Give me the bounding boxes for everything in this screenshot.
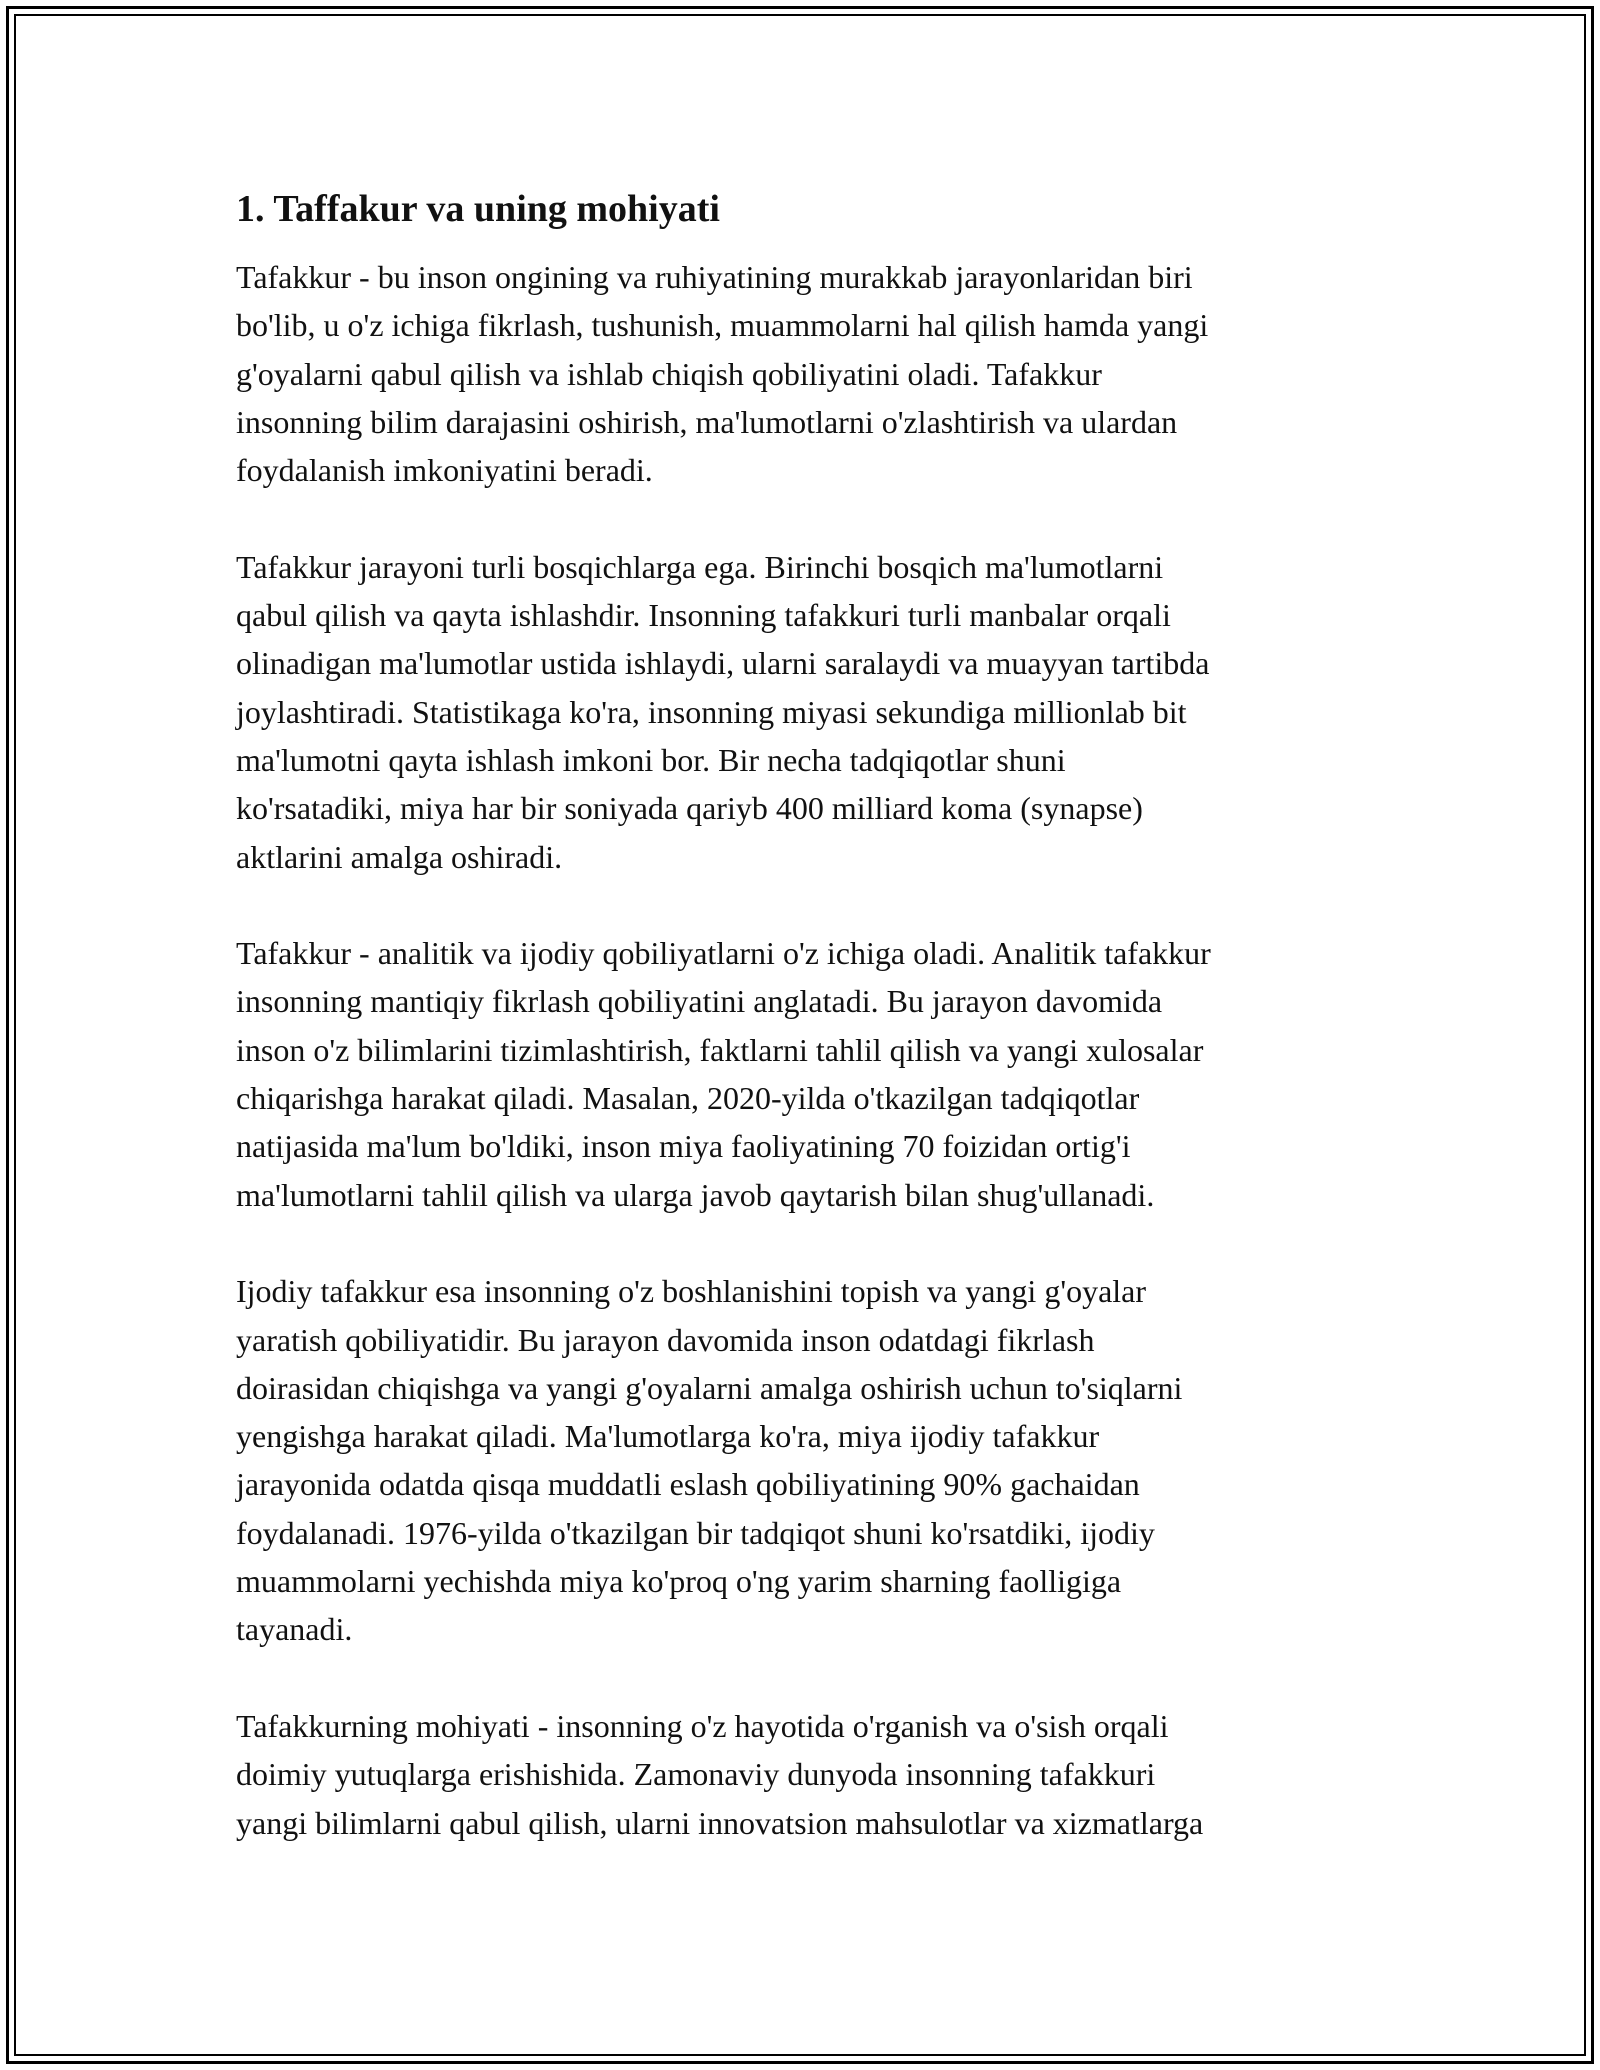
text-line: Tafakkurning mohiyati - insonning o'z hayotida o'rganish va o'sish orqali — [236, 1707, 1169, 1744]
text-line: ma'lumotlarni tahlil qilish va ularga javob qaytarish bilan shug'ullanadi. — [236, 1176, 1155, 1213]
paragraph-3 — [236, 929, 1376, 1219]
text-line: tayanadi. — [236, 1611, 353, 1648]
text-line: insonning bilim darajasini oshirish, ma'lumotlarni o'zlashtirish va ulardan — [236, 403, 1178, 440]
text-line: chiqarishga harakat qiladi. Masalan, 2020-yilda o'tkazilgan tadqiqotlar — [236, 1080, 1140, 1117]
text-line: yaratish qobiliyatidir. Bu jarayon davomida inson odatdagi fikrlash — [236, 1321, 1095, 1358]
text-line: insonning mantiqiy fikrlash qobiliyatini anglatadi. Bu jarayon davomida — [236, 983, 1163, 1020]
text-line: doimiy yutuqlarga erishishida. Zamonaviy dunyoda insonning tafakkuri — [236, 1756, 1156, 1793]
text-line: olinadigan ma'lumotlar ustida ishlaydi, ularni saralaydi va muayyan tartibda — [236, 645, 1210, 682]
text-line: jarayonida odatda qisqa muddatli eslash qobiliyatining 90% gachaidan — [236, 1466, 1140, 1503]
text-line: Tafakkur - analitik va ijodiy qobiliyatlarni o'z ichiga oladi. Analitik tafakkur — [236, 935, 1211, 972]
text-line: yangi bilimlarni qabul qilish, ularni innovatsion mahsulotlar va xizmatlarga — [236, 1804, 1204, 1841]
document-body — [236, 185, 1376, 1895]
text-line: aktlarini amalga oshiradi. — [236, 838, 563, 875]
text-line: muammolarni yechishda miya ko'proq o'ng yarim sharning faolligiga — [236, 1563, 1122, 1600]
text-line: foydalanadi. 1976-yilda o'tkazilgan bir tadqiqot shuni ko'rsatdiki, ijodiy — [236, 1514, 1155, 1551]
text-line: foydalanish imkoniyatini beradi. — [236, 452, 653, 489]
text-line: Tafakkur - bu inson ongining va ruhiyatining murakkab jarayonlaridan biri — [236, 259, 1193, 295]
text-line: doirasidan chiqishga va yangi g'oyalarni amalga oshirish uchun to'siqlarni — [236, 1369, 1183, 1406]
text-line: natijasida ma'lum bo'ldiki, inson miya faoliyatining 70 foizidan ortig'i — [236, 1128, 1131, 1165]
text-line: joylashtiradi. Statistikaga ko'ra, insonning miyasi sekundiga millionlab bit — [236, 693, 1187, 730]
paragraph-1 — [236, 253, 1376, 494]
paragraph-5 — [236, 1702, 1376, 1847]
text-line: ko'rsatadiki, miya har bir soniyada qariyb 400 milliard koma (synapse) — [236, 790, 1143, 827]
text-line: bo'lib, u o'z ichiga fikrlash, tushunish, muammolarni hal qilish hamda yangi — [236, 307, 1209, 344]
paragraph-4 — [236, 1267, 1376, 1653]
text-line: Tafakkur jarayoni turli bosqichlarga ega. Birinchi bosqich ma'lumotlarni — [236, 548, 1164, 585]
text-line: yengishga harakat qiladi. Ma'lumotlarga ko'ra, miya ijodiy tafakkur — [236, 1418, 1100, 1455]
text-line: ma'lumotni qayta ishlash imkoni bor. Bir necha tadqiqotlar shuni — [236, 741, 1066, 778]
text-line: inson o'z bilimlarini tizimlashtirish, faktlarni tahlil qilish va yangi xulosalar — [236, 1031, 1204, 1068]
text-line: qabul qilish va qayta ishlashdir. Insonning tafakkuri turli manbalar orqali — [236, 597, 1171, 634]
text-line: g'oyalarni qabul qilish va ishlab chiqish qobiliyatini oladi. Tafakkur — [236, 355, 1102, 392]
text-line: Ijodiy tafakkur esa insonning o'z boshlanishini topish va yangi g'oyalar — [236, 1273, 1147, 1310]
section-title: 1. Taffakur va uning mohiyati — [236, 188, 720, 230]
paragraph-2 — [236, 543, 1376, 881]
